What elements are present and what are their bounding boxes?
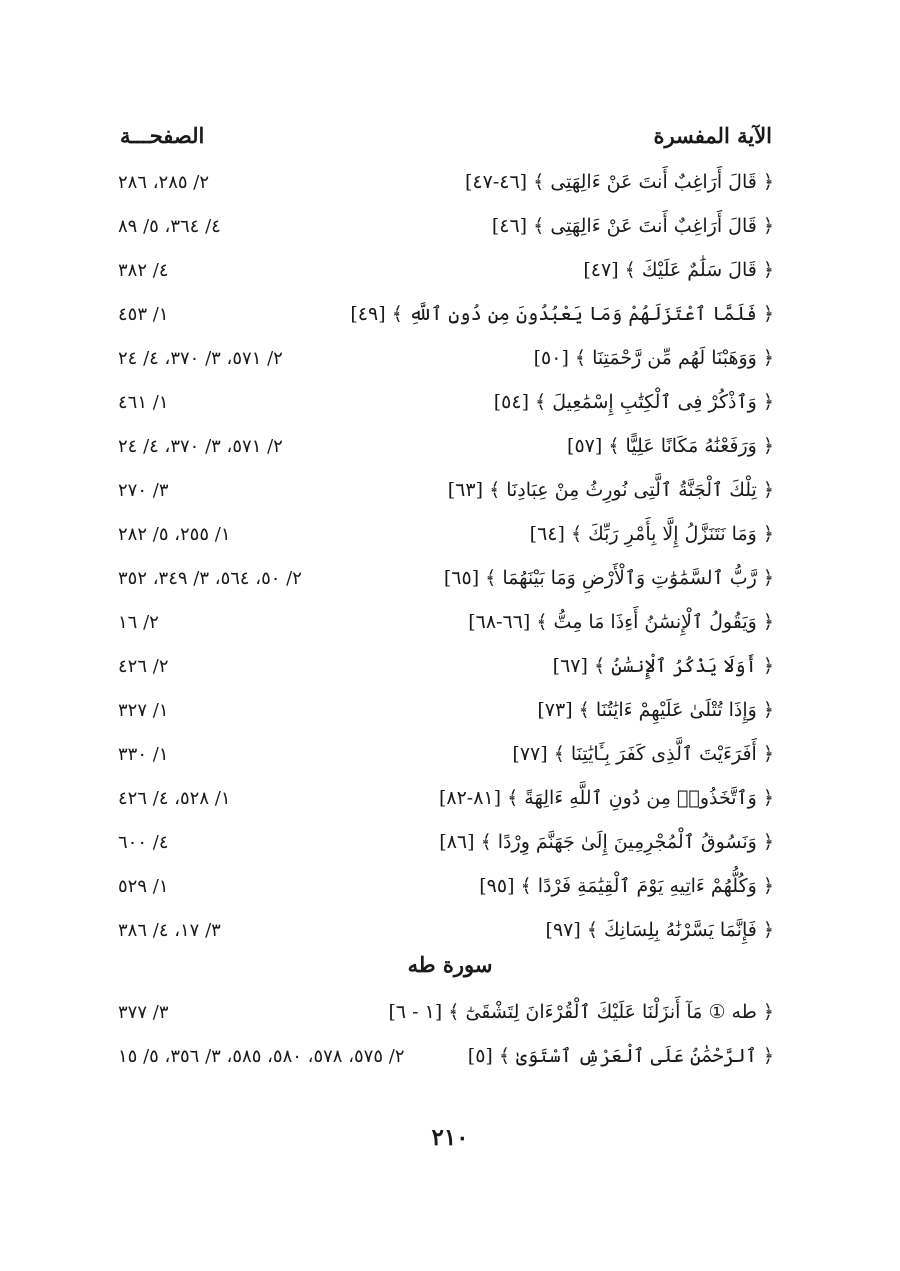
page-column-label: الصفحـــة <box>120 122 205 148</box>
list-item <box>118 990 774 1034</box>
verse-text: ﴿ وَيَقُولُ ٱلْإِنسَٰنُ أَءِذَا مَا مِتُّ ﴾ [٦٦-٦٨] <box>468 611 774 633</box>
verse-text: ﴿ طه ① مَآ أَنزَلْنَا عَلَيْكَ ٱلْقُرْءَانَ لِتَشْقَىٰٓ ﴾ [١ - ٦] <box>388 1001 774 1023</box>
verse-text: ﴿ وَكُلُّهُمْ ءَاتِيهِ يَوْمَ ٱلْقِيَٰمَةِ فَرْدًا ﴾ [٩٥] <box>479 875 774 897</box>
column-header <box>120 118 772 152</box>
page-reference: ٣/ ١٧، ٤/ ٣٨٦ <box>118 919 221 941</box>
page-reference: ١/ ٥٢٨، ٤/ ٤٢٦ <box>118 787 231 809</box>
list-item <box>118 292 774 336</box>
page-reference: ٤/ ٦٠٠ <box>118 831 169 853</box>
list-item <box>118 688 774 732</box>
page-reference: ١/ ٣٢٧ <box>118 699 169 721</box>
verse-text: ﴿ ٱلرَّحْمَٰنُ عَلَى ٱلْعَرْشِ ٱسْتَوَىٰ ﴾ [٥] <box>467 1045 774 1067</box>
page-reference: ١/ ٣٣٠ <box>118 743 169 765</box>
verse-text: ﴿ قَالَ سَلَٰمٌ عَلَيْكَ ﴾ [٤٧] <box>583 259 774 281</box>
page-reference: ٣/ ٢٧٠ <box>118 479 169 501</box>
verse-text: ﴿ فَلَمَّا ٱعْتَزَلَهُمْ وَمَا يَعْبُدُونَ مِن دُونِ ٱللَّهِ ﴾ [٤٩] <box>350 303 774 325</box>
page-reference: ٤/ ٣٨٢ <box>118 259 169 281</box>
verse-text: ﴿ قَالَ أَرَاغِبٌ أَنتَ عَنْ ءَالِهَتِى ﴾ [٤٦-٤٧] <box>464 171 774 193</box>
list-item <box>118 908 774 952</box>
verse-text: ﴿ وَوَهَبْنَا لَهُم مِّن رَّحْمَتِنَا ﴾ [٥٠] <box>533 347 774 369</box>
page-reference: ١/ ٥٢٩ <box>118 875 169 897</box>
verse-text: ﴿ وَٱذْكُرْ فِى ٱلْكِتَٰبِ إِسْمَٰعِيلَ ﴾ [٥٤] <box>493 391 774 413</box>
page-reference: ٢/ ٥٧١، ٣/ ٣٧٠، ٤/ ٢٤ <box>118 347 283 369</box>
verse-text: ﴿ فَإِنَّمَا يَسَّرْنَٰهُ بِلِسَانِكَ ﴾ [٩٧] <box>545 919 774 941</box>
list-item <box>118 644 774 688</box>
verse-text: ﴿ وَرَفَعْنَٰهُ مَكَانًا عَلِيًّا ﴾ [٥٧] <box>567 435 774 457</box>
page-reference: ٣/ ٣٧٧ <box>118 1001 169 1023</box>
verse-text: ﴿ رَّبُّ ٱلسَّمَٰوَٰتِ وَٱلْأَرْضِ وَمَا بَيْنَهُمَا ﴾ [٦٥] <box>443 567 774 589</box>
list-item <box>118 776 774 820</box>
list-item <box>118 336 774 380</box>
verse-column-label: الآية المفسرة <box>653 122 772 148</box>
list-item <box>118 512 774 556</box>
verse-text: ﴿ وَمَا نَتَنَزَّلُ إِلَّا بِأَمْرِ رَبِّكَ ﴾ [٦٤] <box>529 523 774 545</box>
page-reference: ٢/ ٢٨٥، ٢٨٦ <box>118 171 210 193</box>
index-list <box>118 160 774 952</box>
verse-text: ﴿ تِلْكَ ٱلْجَنَّةُ ٱلَّتِى نُورِثُ مِنْ عِبَادِنَا ﴾ [٦٣] <box>447 479 774 501</box>
verse-text: ﴿ أَفَرَءَيْتَ ٱلَّذِى كَفَرَ بِـَٔايَٰتِنَا ﴾ [٧٧] <box>512 743 774 765</box>
page-reference: ١/ ٤٥٣ <box>118 303 169 325</box>
verse-text: ﴿ وَٱتَّخَذُوا۟ مِن دُونِ ٱللَّهِ ءَالِهَةً ﴾ [٨١-٨٢] <box>438 787 774 809</box>
surah-heading: سورة طه <box>407 952 493 977</box>
list-item <box>118 732 774 776</box>
surah-index-list <box>118 990 774 1078</box>
list-item <box>118 380 774 424</box>
list-item <box>118 424 774 468</box>
list-item <box>118 204 774 248</box>
page-reference: ١/ ٢٥٥، ٥/ ٢٨٢ <box>118 523 231 545</box>
verse-text: ﴿ قَالَ أَرَاغِبٌ أَنتَ عَنْ ءَالِهَتِى ﴾ [٤٦] <box>491 215 774 237</box>
list-item <box>118 600 774 644</box>
page-reference: ٢/ ٥٠، ٥٦٤، ٣/ ٣٤٩، ٣٥٢ <box>118 567 302 589</box>
list-item <box>118 468 774 512</box>
list-item <box>118 248 774 292</box>
page-number: ٢١٠ <box>431 1124 469 1151</box>
page-reference: ١/ ٤٦١ <box>118 391 169 413</box>
page-reference: ٤/ ٣٦٤، ٥/ ٨٩ <box>118 215 221 237</box>
list-item <box>118 1034 774 1078</box>
list-item <box>118 864 774 908</box>
list-item <box>118 556 774 600</box>
verse-text: ﴿ وَنَسُوقُ ٱلْمُجْرِمِينَ إِلَىٰ جَهَنَّمَ وِرْدًا ﴾ [٨٦] <box>439 831 774 853</box>
list-item <box>118 820 774 864</box>
verse-text: ﴿ أَوَلَا يَذْكُرُ ٱلْإِنسَٰنُ ﴾ [٦٧] <box>552 655 774 677</box>
page-reference: ٢/ ١٦ <box>118 611 159 633</box>
page-reference: ٢/ ٤٢٦ <box>118 655 169 677</box>
page-reference: ٢/ ٥٧٥، ٥٧٨، ٥٨٠، ٥٨٥، ٣/ ٣٥٦، ٥/ ١٥ <box>118 1045 405 1067</box>
list-item <box>118 160 774 204</box>
page-reference: ٢/ ٥٧١، ٣/ ٣٧٠، ٤/ ٢٤ <box>118 435 283 457</box>
verse-text: ﴿ وَإِذَا تُتْلَىٰ عَلَيْهِمْ ءَايَٰتُنَا ﴾ [٧٣] <box>537 699 774 721</box>
